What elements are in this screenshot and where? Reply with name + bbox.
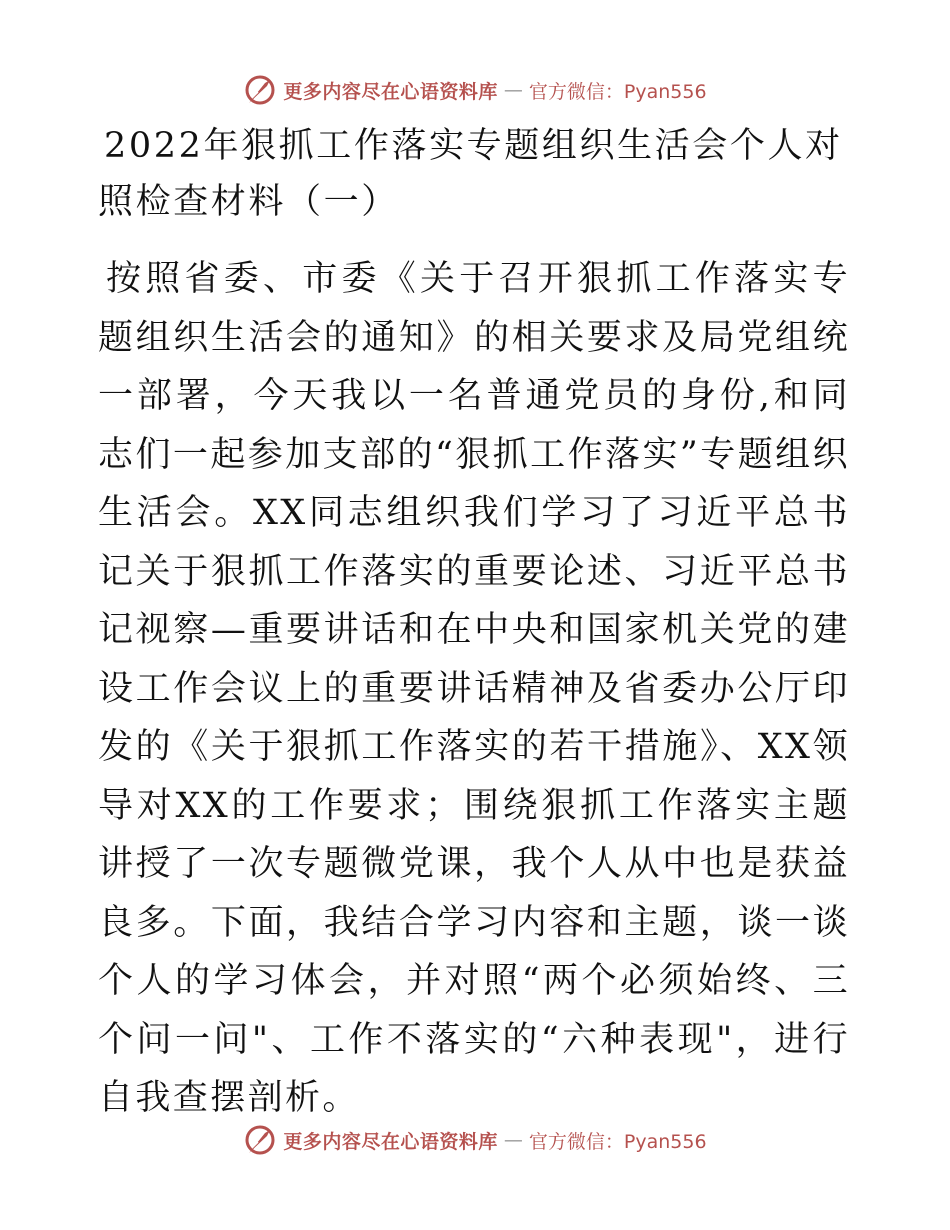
document-title: 2022年狠抓工作落实专题组织生活会个人对照检查材料（一） <box>98 126 843 222</box>
header-banner-inner <box>243 73 706 107</box>
footer-banner <box>0 1120 950 1160</box>
quill-pen-logo-icon <box>243 73 277 107</box>
footer-wechat-label: 官方微信：Pyan556 <box>528 1130 707 1153</box>
quill-pen-logo-icon <box>243 1123 277 1157</box>
footer-banner-inner <box>243 1123 706 1157</box>
header-banner-separator: — <box>503 79 523 101</box>
header-wechat-label: 官方微信：Pyan556 <box>528 80 707 103</box>
footer-banner-separator: — <box>503 1129 523 1151</box>
document-body-paragraph: 按照省委、市委《关于召开狠抓工作落实专题组织生活会的通知》的相关要求及局党组统一部署，今天我以一名普通党员的身份,和同志们一起参加支部的“狠抓工作落实”专题组织生活会。XX同志组织我们学习了习近平总书记关于狠抓工作落实的重要论述、习近平总书记视察—重要讲话和在中央和国家机关党的建设工作会议上的重要讲话精神及省委办公厅印发的《关于狠抓工作落实的若干措施》、XX领导对XX的工作要求；围绕狠抓工作落实主题讲授了一次专题微党课，我个人从中也是获益良多。下面，我结合学习内容和主题，谈一谈个人的学习体会，并对照“两个必须始终、三个问一问"、工作不落实的“六种表现"，进行自我查摆剖析。 <box>98 259 850 1118</box>
header-banner <box>0 70 950 110</box>
footer-banner-text: 更多内容尽在心语资料库 <box>283 1130 498 1153</box>
header-banner-text: 更多内容尽在心语资料库 <box>283 80 498 103</box>
